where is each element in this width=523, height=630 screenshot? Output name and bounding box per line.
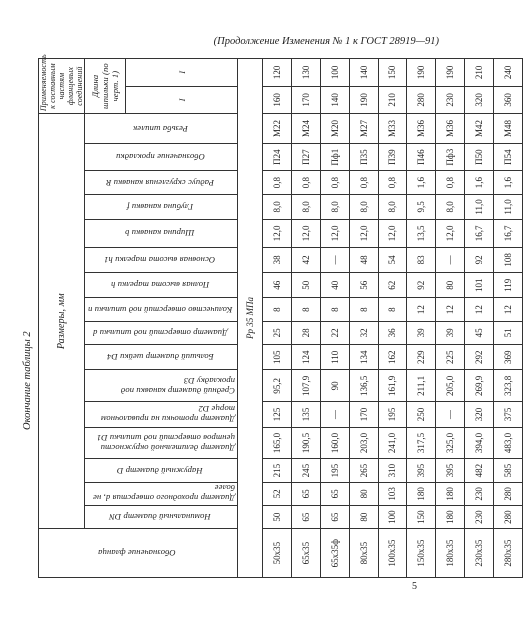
col-outer-diameter: Наружный диаметр D (85, 459, 238, 482)
table-cell: 80 (436, 273, 465, 298)
table-cell: М42 (465, 114, 494, 144)
table-cell: 83 (407, 247, 436, 272)
table-cell: 230 (436, 86, 465, 114)
table-cell: 0,8 (349, 171, 378, 194)
col-hole-count: Количество отверстий под шпильки n (85, 298, 238, 321)
table-cell: 140 (320, 86, 349, 114)
table-cell: 0,8 (263, 171, 292, 194)
col-hole-diameter: Диаметр отверстий под шпильки d (85, 321, 238, 344)
table-cell: 62 (378, 273, 407, 298)
table-row (291, 59, 320, 578)
table-cell: 39 (436, 321, 465, 344)
table-cell: 215 (263, 459, 292, 482)
table-cell: 280 (407, 86, 436, 114)
table-cell: П50 (465, 143, 494, 171)
table-cell: 65 (291, 482, 320, 505)
col-nominal-diameter: Номинальный диаметр DN (85, 506, 238, 529)
table-cell: 160 (263, 86, 292, 114)
table-cell: 8 (263, 298, 292, 321)
table-cell: 150 (378, 59, 407, 87)
pressure-label: Рр 35 МПа (238, 59, 263, 578)
table-cell: 170 (349, 402, 378, 427)
table-cell: 12,0 (349, 220, 378, 248)
table-cell: 12,0 (263, 220, 292, 248)
table-cell: 150x35 (407, 529, 436, 578)
table-cell: 0,8 (291, 171, 320, 194)
page-number: 5 (412, 581, 417, 592)
table-cell: М48 (494, 114, 523, 144)
table-cell: 325,0 (436, 427, 465, 459)
table-cell: 269,9 (465, 370, 494, 402)
table-cell: 369 (494, 345, 523, 370)
table-cell: 323,8 (494, 370, 523, 402)
table-cell: 12 (465, 298, 494, 321)
table-cell: 12 (436, 298, 465, 321)
table-cell: 134 (349, 345, 378, 370)
table-cell: 1,6 (407, 171, 436, 194)
table-cell: 105 (263, 345, 292, 370)
table-cell: 160,0 (320, 427, 349, 459)
applicability-heading: Применяемость к составным частям фланцевых соединений (39, 59, 85, 114)
table-cell: 25 (263, 321, 292, 344)
table-cell: 180 (407, 482, 436, 505)
table-cell: 230x35 (465, 529, 494, 578)
table-cell: 161,9 (378, 370, 407, 402)
table-cell: М36 (407, 114, 436, 144)
table-cell: 92 (407, 273, 436, 298)
table-cell: 8,0 (320, 194, 349, 219)
table-cell: 395 (436, 459, 465, 482)
table-cell: 320 (465, 402, 494, 427)
table-cell: 124 (291, 345, 320, 370)
col-main-height: Основная высота тарелки h1 (85, 247, 238, 272)
table-cell: 482 (465, 459, 494, 482)
table-cell: — (320, 247, 349, 272)
table-cell: 56 (349, 273, 378, 298)
table-cell: — (436, 402, 465, 427)
table-cell: 80 (349, 506, 378, 529)
table-cell: 13,5 (407, 220, 436, 248)
table-cell: 0,8 (378, 171, 407, 194)
table-cell: 16,7 (465, 220, 494, 248)
table-cell: 0,8 (436, 171, 465, 194)
table-row (465, 59, 494, 578)
table-cell: 32 (349, 321, 378, 344)
table-cell: 8 (320, 298, 349, 321)
table-cell: 240 (494, 59, 523, 87)
table-cell: 110 (320, 345, 349, 370)
table-cell: 203,0 (349, 427, 378, 459)
table-cell: 36 (378, 321, 407, 344)
table-cell: 65 (291, 506, 320, 529)
table-cell: 125 (263, 402, 292, 427)
table-cell: 11,0 (494, 194, 523, 219)
table-cell: 39 (407, 321, 436, 344)
table-cell: 46 (263, 273, 292, 298)
col-stud-length: Длина шпильки (по черт. 1) (85, 59, 126, 114)
table-cell: Пф1 (320, 143, 349, 171)
table-cell: 241,0 (378, 427, 407, 459)
table-cell: 8,0 (349, 194, 378, 219)
table-cell: 52 (263, 482, 292, 505)
table-cell: 210 (378, 86, 407, 114)
col-gasket-designation: Обозначение прокладки (85, 143, 238, 171)
table-cell: 320 (465, 86, 494, 114)
table-cell: 136,5 (349, 370, 378, 402)
table-cell: 162 (378, 345, 407, 370)
table-cell: 292 (465, 345, 494, 370)
table-cell: 135 (291, 402, 320, 427)
table-cell: 12,0 (378, 220, 407, 248)
table-cell: 8 (378, 298, 407, 321)
table-cell: 40 (320, 273, 349, 298)
col-groove-major-diameter: Больший диаметр шейки D4 (85, 345, 238, 370)
table-cell: П54 (494, 143, 523, 171)
table-cell: 190,5 (291, 427, 320, 459)
table-cell: 225 (436, 345, 465, 370)
table-cell: 54 (378, 247, 407, 272)
table-cell: 12 (494, 298, 523, 321)
table-cell: 107,9 (291, 370, 320, 402)
table-cell: 80x35 (349, 529, 378, 578)
table-cell: 360 (494, 86, 523, 114)
table-cell: 65 (320, 482, 349, 505)
table-cell: 8,0 (436, 194, 465, 219)
table-cell: П39 (378, 143, 407, 171)
table-cell: 8,0 (378, 194, 407, 219)
table-row (407, 59, 436, 578)
table-cell: М24 (291, 114, 320, 144)
table-cell: 1,6 (494, 171, 523, 194)
applicability-col-2: I (126, 59, 238, 87)
table-frame (38, 54, 514, 578)
table-cell: 12,0 (320, 220, 349, 248)
table-cell: 230 (465, 506, 494, 529)
table-row (436, 59, 465, 578)
table-cell: 8 (349, 298, 378, 321)
rotated-table-container (38, 54, 514, 578)
table-row (494, 59, 523, 578)
table-cell: 190 (349, 86, 378, 114)
table-cell: 190 (407, 59, 436, 87)
table-cell: 170 (291, 86, 320, 114)
table-cell: 195 (378, 402, 407, 427)
table-cell: 8 (291, 298, 320, 321)
table-cell: 42 (291, 247, 320, 272)
table-cell: 229 (407, 345, 436, 370)
table-cell: 65x35 (291, 529, 320, 578)
table-cell: 100x35 (378, 529, 407, 578)
table-cell: 8,0 (263, 194, 292, 219)
table-cell: 100 (320, 59, 349, 87)
table-row (378, 59, 407, 578)
table-cell: 150 (407, 506, 436, 529)
table-cell: 92 (465, 247, 494, 272)
table-cell: 8,0 (291, 194, 320, 219)
table-cell: 90 (320, 370, 349, 402)
table-cell: 190 (436, 59, 465, 87)
table-cell: 483,0 (494, 427, 523, 459)
table-cell: 180x35 (436, 529, 465, 578)
col-flange-designation: Обозначение фланца (39, 529, 238, 578)
table-continuation-caption: Окончание таблицы 2 (22, 331, 33, 430)
page-header: (Продолжение Изменения № 1 к ГОСТ 28919—91) (213, 36, 439, 47)
table-cell: 12,0 (436, 220, 465, 248)
table-cell: 65 (320, 506, 349, 529)
table-cell: 100 (378, 506, 407, 529)
col-groove-depth: Глубина канавки f (85, 194, 238, 219)
table-cell: 80 (349, 482, 378, 505)
table-row (320, 59, 349, 578)
table-cell: 48 (349, 247, 378, 272)
table-cell: 280 (494, 506, 523, 529)
table-cell: Пф3 (436, 143, 465, 171)
table-cell: 280 (494, 482, 523, 505)
col-groove-radius: Радиус скругления канавки R (85, 171, 238, 194)
table-cell: М27 (349, 114, 378, 144)
table-cell: 265 (349, 459, 378, 482)
table-cell: 108 (494, 247, 523, 272)
table-cell: 140 (349, 59, 378, 87)
table-cell: 180 (436, 482, 465, 505)
table-row (263, 59, 292, 578)
col-stud-thread: Резьба шпилек (85, 114, 238, 144)
table-cell: 9,5 (407, 194, 436, 219)
table-cell: 375 (494, 402, 523, 427)
table-cell: — (436, 247, 465, 272)
table-cell: 280x35 (494, 529, 523, 578)
table-cell: 51 (494, 321, 523, 344)
col-groove-diameter: Диаметр проточки на привалочном торце D2 (85, 402, 238, 427)
table-row (349, 59, 378, 578)
table-cell: 210 (465, 59, 494, 87)
table-cell: 245 (291, 459, 320, 482)
table-cell: 50 (291, 273, 320, 298)
table-cell: 585 (494, 459, 523, 482)
table-cell: 11,0 (465, 194, 494, 219)
dimensions-table (38, 54, 523, 578)
table-cell: — (320, 402, 349, 427)
table-cell: 0,8 (320, 171, 349, 194)
table-cell: М33 (378, 114, 407, 144)
table-cell: 22 (320, 321, 349, 344)
table-cell: 165,0 (263, 427, 292, 459)
table-cell: П24 (263, 143, 292, 171)
table-cell: 12 (407, 298, 436, 321)
table-cell: 230 (465, 482, 494, 505)
table-cell: М22 (263, 114, 292, 144)
table-cell: 205,0 (436, 370, 465, 402)
table-cell: 211,1 (407, 370, 436, 402)
table-cell: М20 (320, 114, 349, 144)
table-cell: 101 (465, 273, 494, 298)
table-cell: 310 (378, 459, 407, 482)
col-bolt-circle: Диаметр делительной окружности центров отверстий под шпильки D1 (85, 427, 238, 459)
table-cell: М36 (436, 114, 465, 144)
table-body (238, 59, 523, 578)
table-cell: 12,0 (291, 220, 320, 248)
table-cell: П27 (291, 143, 320, 171)
col-full-height: Полная высота тарелки h (85, 273, 238, 298)
table-cell: 180 (436, 506, 465, 529)
table-cell: 250 (407, 402, 436, 427)
table-cell: 45 (465, 321, 494, 344)
dimensions-group-heading: Размеры, мм (39, 114, 85, 529)
table-cell: П35 (349, 143, 378, 171)
applicability-col-1: I (126, 86, 238, 114)
table-cell: 317,5 (407, 427, 436, 459)
table-cell: 28 (291, 321, 320, 344)
table-cell: 395 (407, 459, 436, 482)
table-cell: 195 (320, 459, 349, 482)
table-cell: 50x35 (263, 529, 292, 578)
table-cell: 120 (263, 59, 292, 87)
table-cell: 16,7 (494, 220, 523, 248)
col-groove-width: Ширина канавки b (85, 220, 238, 248)
table-cell: 394,0 (465, 427, 494, 459)
table-cell: 95,2 (263, 370, 292, 402)
col-groove-mean-diameter: Средний диаметр канавки под прокладку D3 (85, 370, 238, 402)
table-cell: 50 (263, 506, 292, 529)
col-bore-diameter: Диаметр проходного отверстия d, не более (85, 482, 238, 505)
table-cell: 1,6 (465, 171, 494, 194)
table-cell: 119 (494, 273, 523, 298)
table-cell: П46 (407, 143, 436, 171)
table-cell: 130 (291, 59, 320, 87)
table-cell: 103 (378, 482, 407, 505)
table-cell: 38 (263, 247, 292, 272)
table-cell: 65x35ф (320, 529, 349, 578)
